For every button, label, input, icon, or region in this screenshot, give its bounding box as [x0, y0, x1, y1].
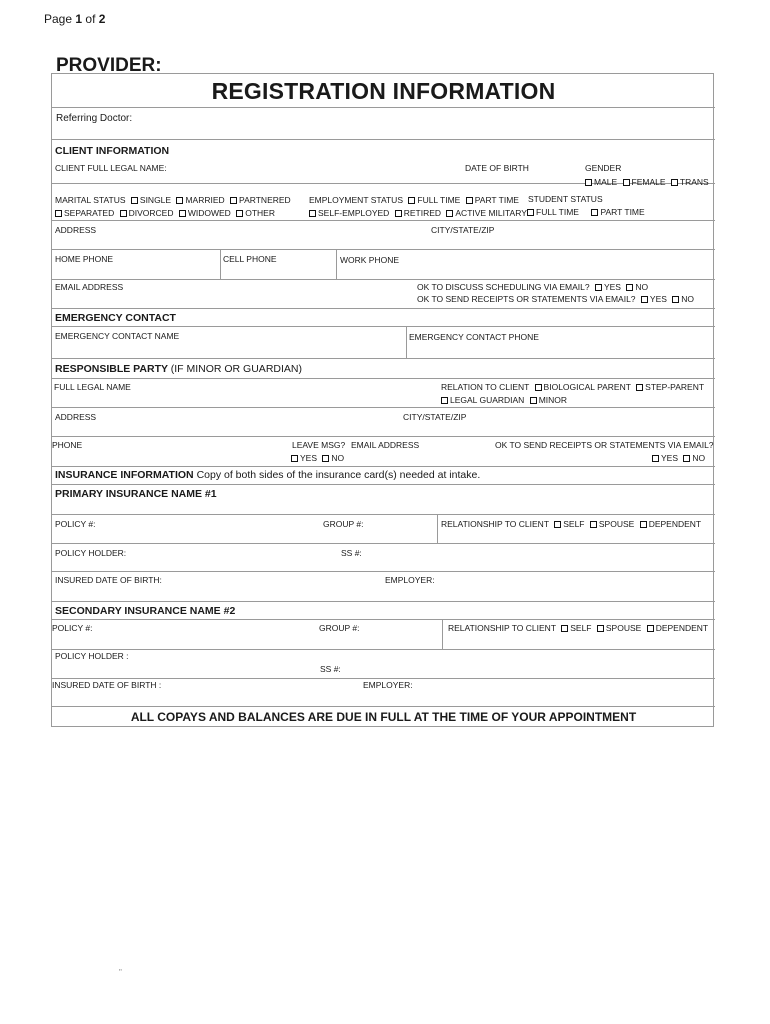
gender-male-checkbox[interactable] [585, 179, 592, 186]
marital-married-checkbox[interactable] [176, 197, 183, 204]
secondary-insured-dob-label: INSURED DATE OF BIRTH : [52, 680, 162, 690]
responsible-party-header: RESPONSIBLE PARTY (IF MINOR OR GUARDIAN) [55, 363, 302, 375]
secondary-insurance-header: SECONDARY INSURANCE NAME #2 [55, 605, 236, 617]
stray-mark: " [119, 968, 122, 977]
relation-legal-guardian-checkbox[interactable] [441, 397, 448, 404]
primary-employer-label: EMPLOYER: [385, 575, 435, 585]
client-email-label: EMAIL ADDRESS [55, 282, 124, 292]
student-status-label: STUDENT STATUS [528, 194, 603, 204]
receipts-yes-checkbox[interactable] [641, 296, 648, 303]
student-full-time-checkbox[interactable] [527, 209, 534, 216]
insurance-info-header: INSURANCE INFORMATION Copy of both sides of the insurance card(s) needed at intake. [55, 469, 481, 481]
referring-doctor-label: Referring Doctor: [56, 113, 133, 124]
marital-separated-checkbox[interactable] [55, 210, 62, 217]
secondary-ss-label: SS #: [320, 664, 341, 674]
leave-msg-yes-checkbox[interactable] [291, 455, 298, 462]
relation-row2: LEGAL GUARDIAN MINOR [438, 395, 567, 406]
client-city-state-zip-label: CITY/STATE/ZIP [431, 225, 495, 235]
marital-widowed-checkbox[interactable] [179, 210, 186, 217]
scheduling-yes-checkbox[interactable] [595, 284, 602, 291]
secondary-dependent-checkbox[interactable] [647, 625, 654, 632]
client-address-label: ADDRESS [55, 225, 97, 235]
marital-other-checkbox[interactable] [236, 210, 243, 217]
responsible-full-legal-name-label: FULL LEGAL NAME [54, 382, 131, 392]
marital-partnered-checkbox[interactable] [230, 197, 237, 204]
emergency-contact-phone-label: EMERGENCY CONTACT PHONE [409, 332, 539, 342]
primary-insured-dob-label: INSURED DATE OF BIRTH: [55, 575, 162, 585]
relation-minor-checkbox[interactable] [530, 397, 537, 404]
secondary-group-label: GROUP #: [319, 623, 360, 633]
client-info-header: CLIENT INFORMATION [55, 145, 170, 157]
secondary-self-checkbox[interactable] [561, 625, 568, 632]
ok-email-receipts: OK TO SEND RECEIPTS OR STATEMENTS VIA EMAIL? YES NO [417, 294, 695, 304]
gender-trans-checkbox[interactable] [671, 179, 678, 186]
employment-self-employed-checkbox[interactable] [309, 210, 316, 217]
employment-status-row1: EMPLOYMENT STATUS FULL TIME PART TIME [309, 195, 519, 205]
secondary-spouse-checkbox[interactable] [597, 625, 604, 632]
secondary-relationship: RELATIONSHIP TO CLIENT SELF SPOUSE DEPENDENT [448, 623, 709, 633]
emergency-contact-name-label: EMERGENCY CONTACT NAME [55, 331, 180, 341]
receipts-no-checkbox[interactable] [672, 296, 679, 303]
gender-female-checkbox[interactable] [623, 179, 630, 186]
responsible-receipts-yes-checkbox[interactable] [652, 455, 659, 462]
secondary-policy-holder-label: POLICY HOLDER : [55, 651, 129, 661]
secondary-policy-label: POLICY #: [52, 623, 93, 633]
responsible-city-state-zip-label: CITY/STATE/ZIP [403, 412, 467, 422]
primary-insurance-header: PRIMARY INSURANCE NAME #1 [55, 488, 217, 500]
responsible-ok-receipts-label: OK TO SEND RECEIPTS OR STATEMENTS VIA EMAIL? [495, 440, 714, 450]
leave-msg-no-checkbox[interactable] [322, 455, 329, 462]
employment-part-time-checkbox[interactable] [466, 197, 473, 204]
client-full-legal-name-label: CLIENT FULL LEGAL NAME: [55, 163, 167, 173]
payment-notice: ALL COPAYS AND BALANCES ARE DUE IN FULL AT THE TIME OF YOUR APPOINTMENT [130, 710, 637, 724]
leave-msg-label: LEAVE MSG? [292, 440, 346, 450]
gender-label: GENDER [585, 163, 622, 173]
relation-row1: RELATION TO CLIENT BIOLOGICAL PARENT STEP-PARENT [441, 382, 705, 392]
responsible-phone-label: PHONE [52, 440, 83, 450]
registration-form [51, 73, 714, 727]
primary-policy-label: POLICY #: [55, 519, 96, 529]
relation-step-parent-checkbox[interactable] [636, 384, 643, 391]
employment-retired-checkbox[interactable] [395, 210, 402, 217]
scheduling-no-checkbox[interactable] [626, 284, 633, 291]
marital-single-checkbox[interactable] [131, 197, 138, 204]
form-title: REGISTRATION INFORMATION [211, 78, 556, 104]
relation-biological-parent-checkbox[interactable] [535, 384, 542, 391]
primary-self-checkbox[interactable] [554, 521, 561, 528]
employment-full-time-checkbox[interactable] [408, 197, 415, 204]
emergency-contact-header: EMERGENCY CONTACT [55, 312, 176, 324]
responsible-email-label: EMAIL ADDRESS [351, 440, 420, 450]
ok-email-scheduling: OK TO DISCUSS SCHEDULING VIA EMAIL? YES NO [417, 282, 649, 292]
home-phone-label: HOME PHONE [55, 254, 114, 264]
primary-group-label: GROUP #: [323, 519, 364, 529]
responsible-receipts-no-checkbox[interactable] [683, 455, 690, 462]
primary-dependent-checkbox[interactable] [640, 521, 647, 528]
responsible-address-label: ADDRESS [55, 412, 97, 422]
primary-spouse-checkbox[interactable] [590, 521, 597, 528]
employment-status-row2: SELF-EMPLOYED RETIRED ACTIVE MILITARY [306, 208, 527, 219]
date-of-birth-label: DATE OF BIRTH [465, 163, 529, 173]
employment-active-military-checkbox[interactable] [446, 210, 453, 217]
page-number: Page 1 of 2 [44, 12, 106, 26]
cell-phone-label: CELL PHONE [223, 254, 277, 264]
primary-ss-label: SS #: [341, 548, 362, 558]
marital-status-row1: MARITAL STATUS SINGLE MARRIED PARTNERED [55, 195, 291, 205]
marital-divorced-checkbox[interactable] [120, 210, 127, 217]
primary-policy-holder-label: POLICY HOLDER: [55, 548, 127, 558]
leave-msg-options: YES NO [288, 453, 344, 464]
student-status-options: FULL TIME PART TIME [524, 207, 645, 218]
work-phone-label: WORK PHONE [340, 255, 400, 265]
student-part-time-checkbox[interactable] [591, 209, 598, 216]
marital-status-row2: SEPARATED DIVORCED WIDOWED OTHER [52, 208, 275, 219]
secondary-employer-label: EMPLOYER: [363, 680, 413, 690]
provider-label: PROVIDER: [56, 55, 162, 76]
primary-relationship: RELATIONSHIP TO CLIENT SELF SPOUSE DEPENDENT [441, 519, 702, 529]
responsible-receipts-options: YES NO [649, 453, 705, 464]
gender-options: MALE FEMALE TRANS [582, 177, 709, 188]
